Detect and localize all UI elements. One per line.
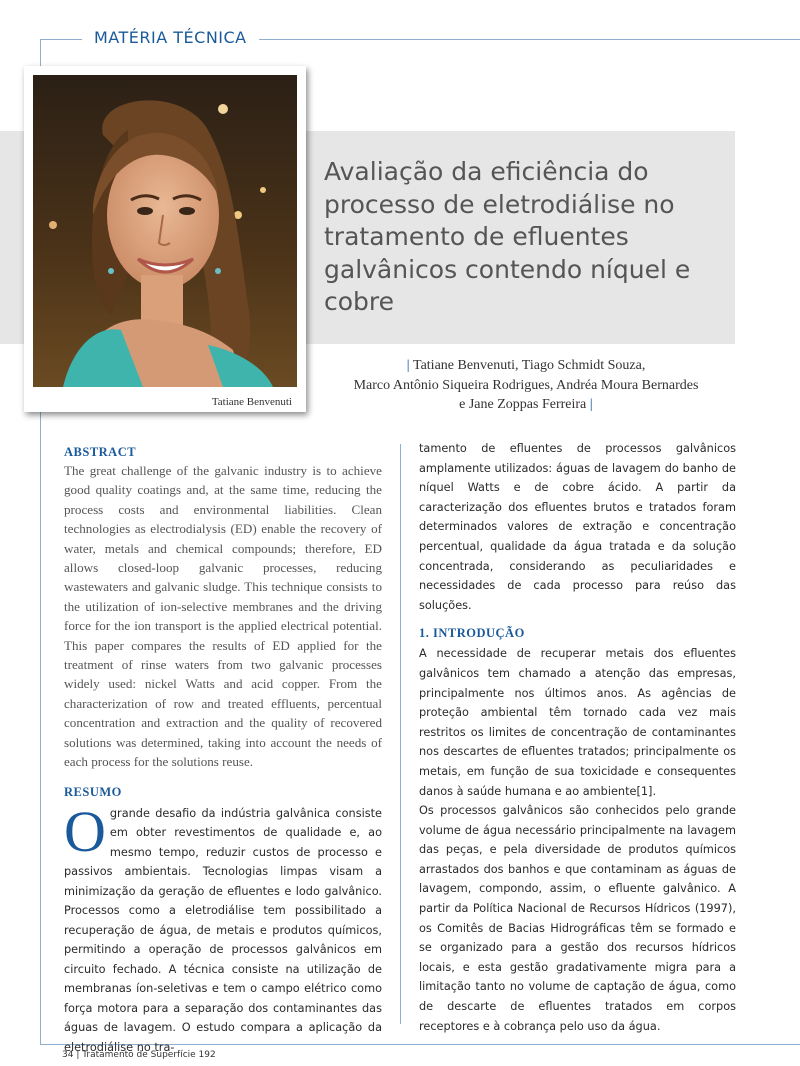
author-line-1: | Tatiane Benvenuti, Tiago Schmidt Souza, — [406, 358, 646, 373]
introducao-paragraph-2: Os processos galvânicos são conhecidos pelo grande volume de água necessário principalmente na lavagem das peças, e pela diversidade de produtos químicos arrastados dos banhos e que contaminam as águas de lavagem, compondo, assim, o efluente galvânico. A partir da Política Nacional de Recursos Hídricos (1997), os Comitês de Bacias Hidrográficas têm se formado e se organizado para a gestão dos recursos hídricos locais, e esta gestão gradativamente migra para a limitação tanto no volume de captação de água, como de descarte de efluentes tratados em corpos receptores e à cobrança pelo uso da água. — [419, 804, 736, 1033]
author-photo-card — [24, 66, 306, 412]
section-label: MATÉRIA TÉCNICA — [82, 28, 259, 47]
abstract-text: The great challenge of the galvanic industry is to achieve good quality coatings and, at the same time, reducing the process costs and environmental liabilities. Clean technologies as electrodialysis (ED) enable the recovery of water, metals and chemical compounds; therefore, ED allows closed-loop galvanic processes, reducing wastewaters and galvanic sludge. This technique consists to the utilization of ion-selective membranes and the driving force for the ion transport is the applied electrical potential. This paper compares the results of ED applied for the treatment of rinse waters from two galvanic processes widely used: nickel Watts and acid copper. From the characterization of row and treated effluents, percentual concentration and extraction and the quality of recovered solutions was determined, taking into account the needs of each process for the solutions reuse. — [64, 463, 382, 770]
author-line-2: Marco Antônio Siqueira Rodrigues, Andréa Moura Bernardes — [353, 377, 699, 393]
author-list — [318, 356, 734, 415]
author-bar-left: | — [406, 358, 410, 373]
abstract-heading: ABSTRACT — [64, 445, 137, 459]
author-bar-right: | — [589, 397, 593, 412]
article-title: Avaliação da eficiência do processo de eletrodiálise no tratamento de efluentes galvânicos contendo níquel e cobre — [324, 157, 691, 316]
resumo-continuation: tamento de efluentes de processos galvânicos amplamente utilizados: águas de lavagem do banho de níquel Watts e de cobre ácido. A partir da caracterização dos efluentes brutos e tratados foram determinados valores de extração e concentração percentual, qualidade da água tratada e da solução concentrada, considerando as peculiaridades e necessidades de cada processo para reúso das soluções. — [419, 442, 736, 612]
photo-caption: Tatiane Benvenuti — [211, 396, 292, 408]
author-photo — [33, 75, 297, 387]
left-column — [64, 444, 382, 1057]
right-column — [419, 439, 736, 1036]
introducao-paragraph-1: A necessidade de recuperar metais dos efluentes galvânicos tem chamado a atenção das empresas, principalmente nos últimos anos. As agências de proteção ambiental têm tornado cada vez mais restritos os limites de concentração de contaminantes nos descartes de efluentes tratados; principalmente os metais, em função de sua toxicidade e consequentes danos à saúde humana e ao ambiente[1]. — [419, 647, 736, 798]
resumo-heading: RESUMO — [64, 784, 122, 799]
page-footer: 34 | Tratamento de Superfície 192 — [62, 1050, 216, 1060]
resumo-text — [64, 798, 382, 1058]
column-divider — [400, 444, 401, 1024]
author-line-3: e Jane Zoppas Ferreira | — [459, 397, 593, 412]
resumo-body: grande desafio da indústria galvânica consiste em obter revestimentos de qualidade e, ao mesmo tempo, reduzir custos de processo e passivos ambientais. Tecnologias limpas visam a minimização da geração de efluentes e lodo galvânico. Processos como a eletrodiálise tem possibilitado a recuperação de água, de metais e produtos químicos, permitindo a operação de processos galvânicos em circuito fechado. A técnica consiste na utilização de membranas íon-seletivas e tem o campo elétrico como força motora para a separação dos contaminantes das águas de lavagem. O estudo compara a aplicação da eletrodiálise no tra- — [64, 806, 382, 1054]
introducao-heading: 1. INTRODUÇÃO — [419, 626, 525, 641]
resumo-dropcap: O — [64, 798, 106, 864]
